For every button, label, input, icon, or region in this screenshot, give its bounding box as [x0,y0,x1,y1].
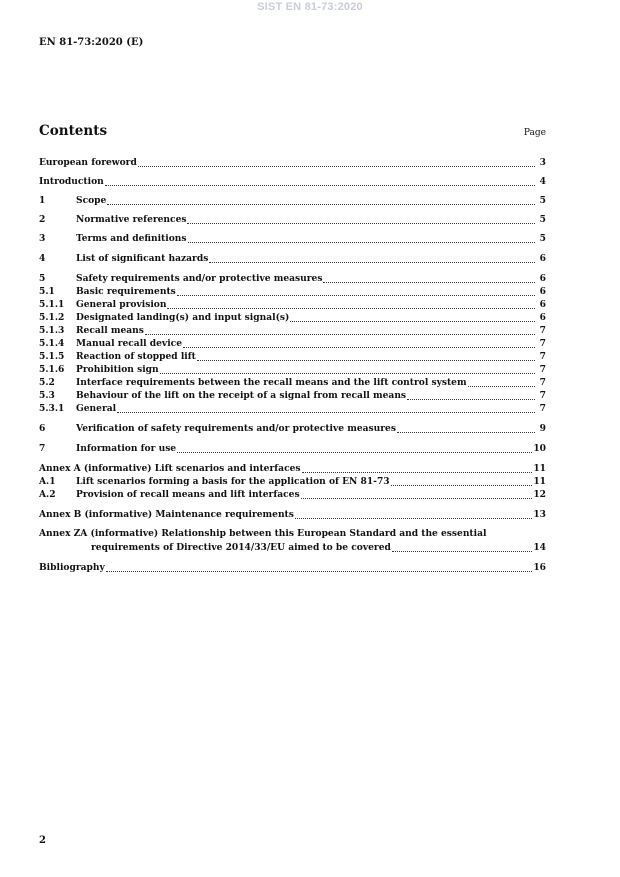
toc-leader-dots [145,326,535,335]
toc-entry-page: 7 [539,377,546,388]
toc-entry[interactable] [39,376,546,389]
toc-entry-title: Information for use [76,443,177,454]
toc-entry[interactable] [39,175,546,188]
toc-entry-page: 6 [539,286,546,297]
toc-entry-page: 6 [539,299,546,310]
toc-leader-dots [323,274,535,283]
toc-entry-number: 5.3 [39,390,55,401]
toc-entry[interactable] [39,422,546,435]
toc-entry-title: Designated landing(s) and input signal(s) [76,312,290,323]
toc-entry-title-continuation: requirements of Directive 2014/33/EU aimed to be covered [91,542,391,553]
toc-entry-number: 1 [39,195,46,206]
toc-entry-page: 7 [539,338,546,349]
toc-entry-number: 4 [39,253,46,264]
toc-entry[interactable] [39,508,546,521]
toc-entry[interactable] [39,350,546,363]
toc-leader-dots [177,287,535,296]
toc-entry-title: Terms and definitions [76,233,187,244]
toc-entry-number: 3 [39,233,46,244]
toc-entry[interactable] [39,488,546,501]
toc-entry[interactable] [39,462,546,475]
toc-entry-title: Interface requirements between the recall means and the lift control system [76,377,467,388]
toc-leader-dots [468,378,535,387]
toc-entry[interactable] [39,363,546,376]
toc-entry-number: 5.1.5 [39,351,65,362]
toc-leader-dots [407,391,535,400]
toc-entry[interactable] [39,337,546,350]
page-column-label: Page [523,128,546,138]
toc-entry-title: Introduction [39,176,104,187]
toc-entry-title: General provision [76,299,167,310]
toc-entry-number: 5.3.1 [39,403,65,414]
toc-leader-dots [117,404,535,413]
toc-entry-title: Basic requirements [76,286,176,297]
toc-entry-page: 13 [533,509,546,520]
toc-entry[interactable] [39,213,546,226]
toc-leader-dots [138,158,535,167]
toc-leader-dots [397,424,535,433]
toc-entry-page: 7 [539,364,546,375]
toc-entry-page: 6 [539,312,546,323]
toc-entry[interactable] [39,324,546,337]
toc-entry-page: 11 [533,476,546,487]
toc-leader-dots [107,196,535,205]
toc-entry-number: 5.2 [39,377,55,388]
toc-entry[interactable] [39,475,546,488]
toc-entry[interactable] [39,561,546,574]
toc-entry[interactable] [39,402,546,415]
toc-entry-number: 2 [39,214,46,225]
toc-entry-page: 11 [533,463,546,474]
toc-entry-page: 9 [539,423,546,434]
toc-entry[interactable] [39,298,546,311]
toc-entry-number: 5.1 [39,286,55,297]
toc-entry-title: Provision of recall means and lift interfaces [76,489,300,500]
toc-entry-number: 5.1.1 [39,299,65,310]
toc-entry[interactable] [39,285,546,298]
toc-entry[interactable] [39,389,546,402]
toc-entry-title: Behaviour of the lift on the receipt of a signal from recall means [76,390,407,401]
toc-entry-title: Annex ZA (informative) Relationship between this European Standard and the essential [39,528,487,539]
document-id: EN 81-73:2020 (E) [39,37,144,48]
toc-entry-page: 5 [539,195,546,206]
toc-entry-title: Safety requirements and/or protective measures [76,273,323,284]
toc-entry-title: Verification of safety requirements and/or protective measures [76,423,396,434]
toc-entry-title: Annex A (informative) Lift scenarios and interfaces [39,463,301,474]
toc-leader-dots [188,234,535,243]
page-title: Contents [39,123,108,139]
toc-entry-page: 10 [533,443,546,454]
toc-entry[interactable] [39,232,546,245]
toc-entry-number: 6 [39,423,46,434]
toc-leader-dots [290,313,535,322]
toc-leader-dots [302,464,533,473]
toc-entry-page: 3 [539,157,546,168]
toc-leader-dots [295,510,532,519]
toc-entry-page: 12 [533,489,546,500]
toc-entry[interactable] [39,156,546,169]
toc-entry-title: Bibliography [39,562,105,573]
toc-leader-dots [187,215,535,224]
toc-entry-page: 7 [539,351,546,362]
toc-entry[interactable] [39,311,546,324]
toc-entry[interactable] [39,272,546,285]
toc-entry-page: 14 [533,542,546,553]
toc-leader-dots [105,177,535,186]
toc-entry-number: 5.1.6 [39,364,65,375]
toc-leader-dots [391,477,533,486]
toc-leader-dots [392,543,533,552]
toc-entry-title: Prohibition sign [76,364,159,375]
toc-leader-dots [197,352,535,361]
toc-entry-page: 5 [539,233,546,244]
toc-entry-number: 5.1.3 [39,325,65,336]
toc-entry-title: Reaction of stopped lift [76,351,196,362]
toc-leader-dots [209,254,535,263]
toc-entry-title: Normative references [76,214,187,225]
toc-leader-dots [177,444,532,453]
toc-entry[interactable] [39,252,546,265]
toc-entry-title: Lift scenarios forming a basis for the application of EN 81-73 [76,476,390,487]
toc-entry-title: Scope [76,195,107,206]
watermark: SIST EN 81-73:2020 [257,1,363,13]
toc-entry[interactable] [39,194,546,207]
toc-leader-dots [167,300,535,309]
toc-entry-title: Annex B (informative) Maintenance requirements [39,509,294,520]
toc-entry[interactable] [39,528,546,554]
toc-entry-number: 5.1.2 [39,312,65,323]
toc-entry-title: Recall means [76,325,144,336]
toc-entry-page: 5 [539,214,546,225]
toc-entry-page: 16 [533,562,546,573]
toc-entry-number: 5 [39,273,46,284]
toc-entry-number: A.2 [39,489,56,500]
toc-entry-title: List of significant hazards [76,253,209,264]
toc-entry-number: A.1 [39,476,56,487]
toc-entry[interactable] [39,442,546,455]
toc-leader-dots [160,365,535,374]
toc-leader-dots [183,339,535,348]
page-number: 2 [39,835,46,846]
toc-entry-page: 4 [539,176,546,187]
toc-entry-page: 7 [539,325,546,336]
toc-entry-page: 7 [539,403,546,414]
toc-entry-title: European foreword [39,157,137,168]
toc-entry-page: 7 [539,390,546,401]
toc-entry-title: Manual recall device [76,338,182,349]
toc-entry-title: General [76,403,117,414]
toc-entry-page: 6 [539,273,546,284]
toc-leader-dots [301,490,533,499]
toc-leader-dots [106,563,533,572]
table-of-contents [39,156,546,574]
toc-entry-page: 6 [539,253,546,264]
toc-entry-number: 7 [39,443,46,454]
toc-entry-number: 5.1.4 [39,338,65,349]
